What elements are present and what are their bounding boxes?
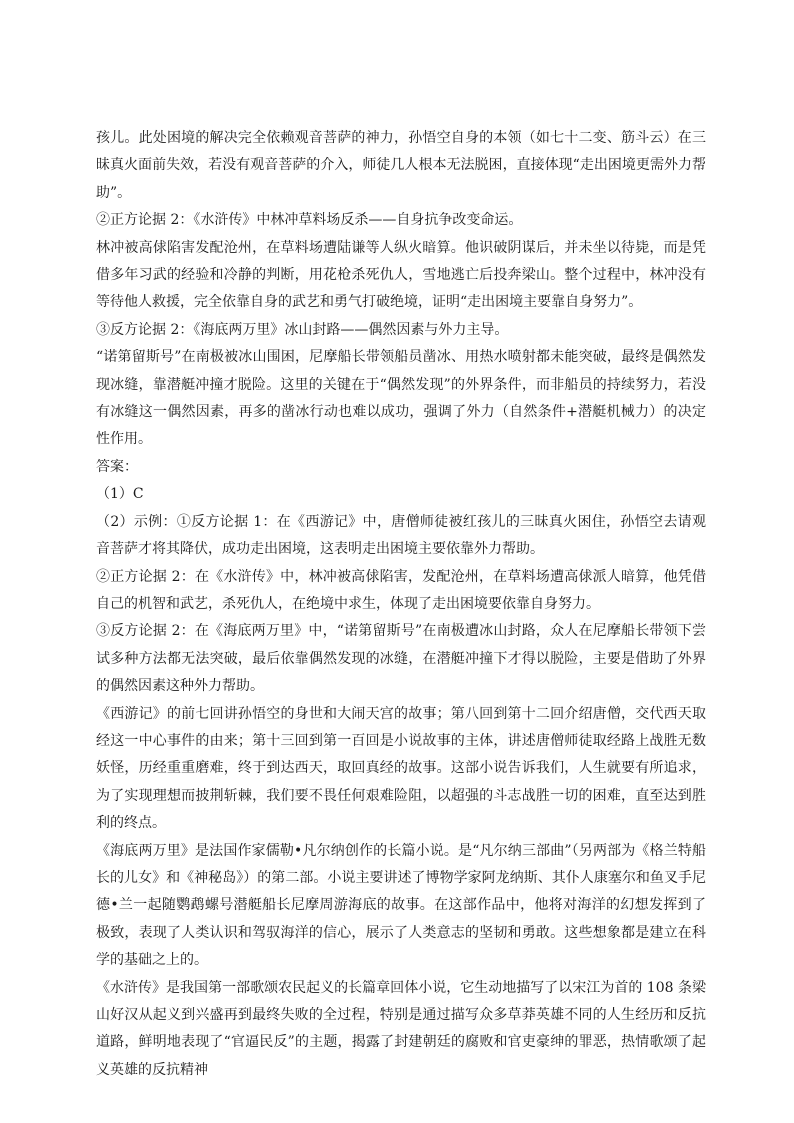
answer-2-con-1: （2）示例：①反方论据 1：在《西游记》中，唐僧师徒被红孩儿的三昧真火困住，孙悟空去请观音菩萨才将其降伏，成功走出困境，这表明走出困境主要依靠外力帮助。 [96,513,706,558]
answer-2-pro-2: ②正方论据 2：在《水浒传》中，林冲被高俅陷害，发配沧州，在草料场遭高俅派人暗算，他凭借自己的机智和武艺，杀死仇人，在绝境中求生，体现了走出困境要依靠自身努力。 [96,568,706,612]
paragraph-continuation: 孩儿。此处困境的解决完全依赖观音菩萨的神力，孙悟空自身的本领（如七十二变、筋斗云）在三昧真火面前失效，若没有观音菩萨的介入，师徒几人根本无法脱困，直接体现“走出困境更需外力帮助”。 [96,130,706,201]
answer-heading: 答案： [96,458,138,475]
paragraph-journey-to-the-west: 《西游记》的前七回讲孙悟空的身世和大闹天宫的故事；第八回到第十二回介绍唐僧，交代西天取经这一中心事件的由来；第十三回到第一百回是小说故事的主体，讲述唐僧师徒取经路上战胜无数妖怪，历经重重磨难，终于到达西天，取回真经的故事。这部小说告诉我们，人生就要有所追求，为了实现理想而披荆斩棘，我们要不畏任何艰难险阻，以超强的斗志战胜一切的困难，直至达到胜利的终点。 [96,705,706,832]
paragraph-water-margin: 《水浒传》是我国第一部歌颂农民起义的长篇章回体小说，它生动地描写了以宋江为首的 108 条梁山好汉从起义到兴盛再到最终失败的全过程，特别是通过描写众多草莽英雄不同的人生经历和反抗道路，鲜明地表现了“官逼民反”的主题，揭露了封建朝廷的腐败和官吏豪绅的罪恶，热情歌颂了起义英雄的反抗精神 [96,979,706,1078]
paragraph-pro-argument-2-heading: ②正方论据 2：《水浒传》中林冲草料场反杀——自身抗争改变命运。 [96,212,523,229]
answer-2-con-2: ③反方论据 2：在《海底两万里》中，“诺第留斯号”在南极遭冰山封路，众人在尼摩船长带领下尝试多种方法都无法突破，最后依靠偶然发现的冰缝，在潜艇冲撞下才得以脱险，主要是借助了外界的偶然因素这种外力帮助。 [96,623,706,695]
answer-1: （1）C [96,486,144,503]
paragraph-nautilus: “诺第留斯号”在南极被冰山围困，尼摩船长带领船员凿冰、用热水喷射都未能突破，最终是偶然发现冰缝，靠潜艇冲撞才脱险。这里的关键在于“偶然发现”的外界条件，而非船员的持续努力，若没有冰缝这一偶然因素，再多的凿冰行动也难以成功，强调了外力（自然条件+潜艇机械力）的决定性作用。 [96,349,706,448]
paragraph-lin-chong: 林冲被高俅陷害发配沧州，在草料场遭陆谦等人纵火暗算。他识破阴谋后，并未坐以待毙，而是凭借多年习武的经验和冷静的判断，用花枪杀死仇人，雪地逃亡后投奔梁山。整个过程中，林冲没有等待他人救援，完全依靠自身的武艺和勇气打破绝境，证明“走出困境主要靠自身努力”。 [96,239,706,311]
paragraph-con-argument-2-heading: ③反方论据 2：《海底两万里》冰山封路——偶然因素与外力主导。 [96,321,509,338]
paragraph-twenty-thousand-leagues: 《海底两万里》是法国作家儒勒•凡尔纳创作的长篇小说。是“凡尔纳三部曲”（另两部为《格兰特船长的儿女》和《神秘岛》）的第二部。小说主要讲述了博物学家阿龙纳斯、其仆人康塞尔和鱼叉手尼德•兰一起随鹦鹉螺号潜艇船长尼摩周游海底的故事。在这部作品中，他将对海洋的幻想发挥到了极致，表现了人类认识和驾驭海洋的信心，展示了人类意志的坚韧和勇敢。这些想象都是建立在科学的基础之上的。 [96,842,706,969]
document-body [96,125,706,1084]
